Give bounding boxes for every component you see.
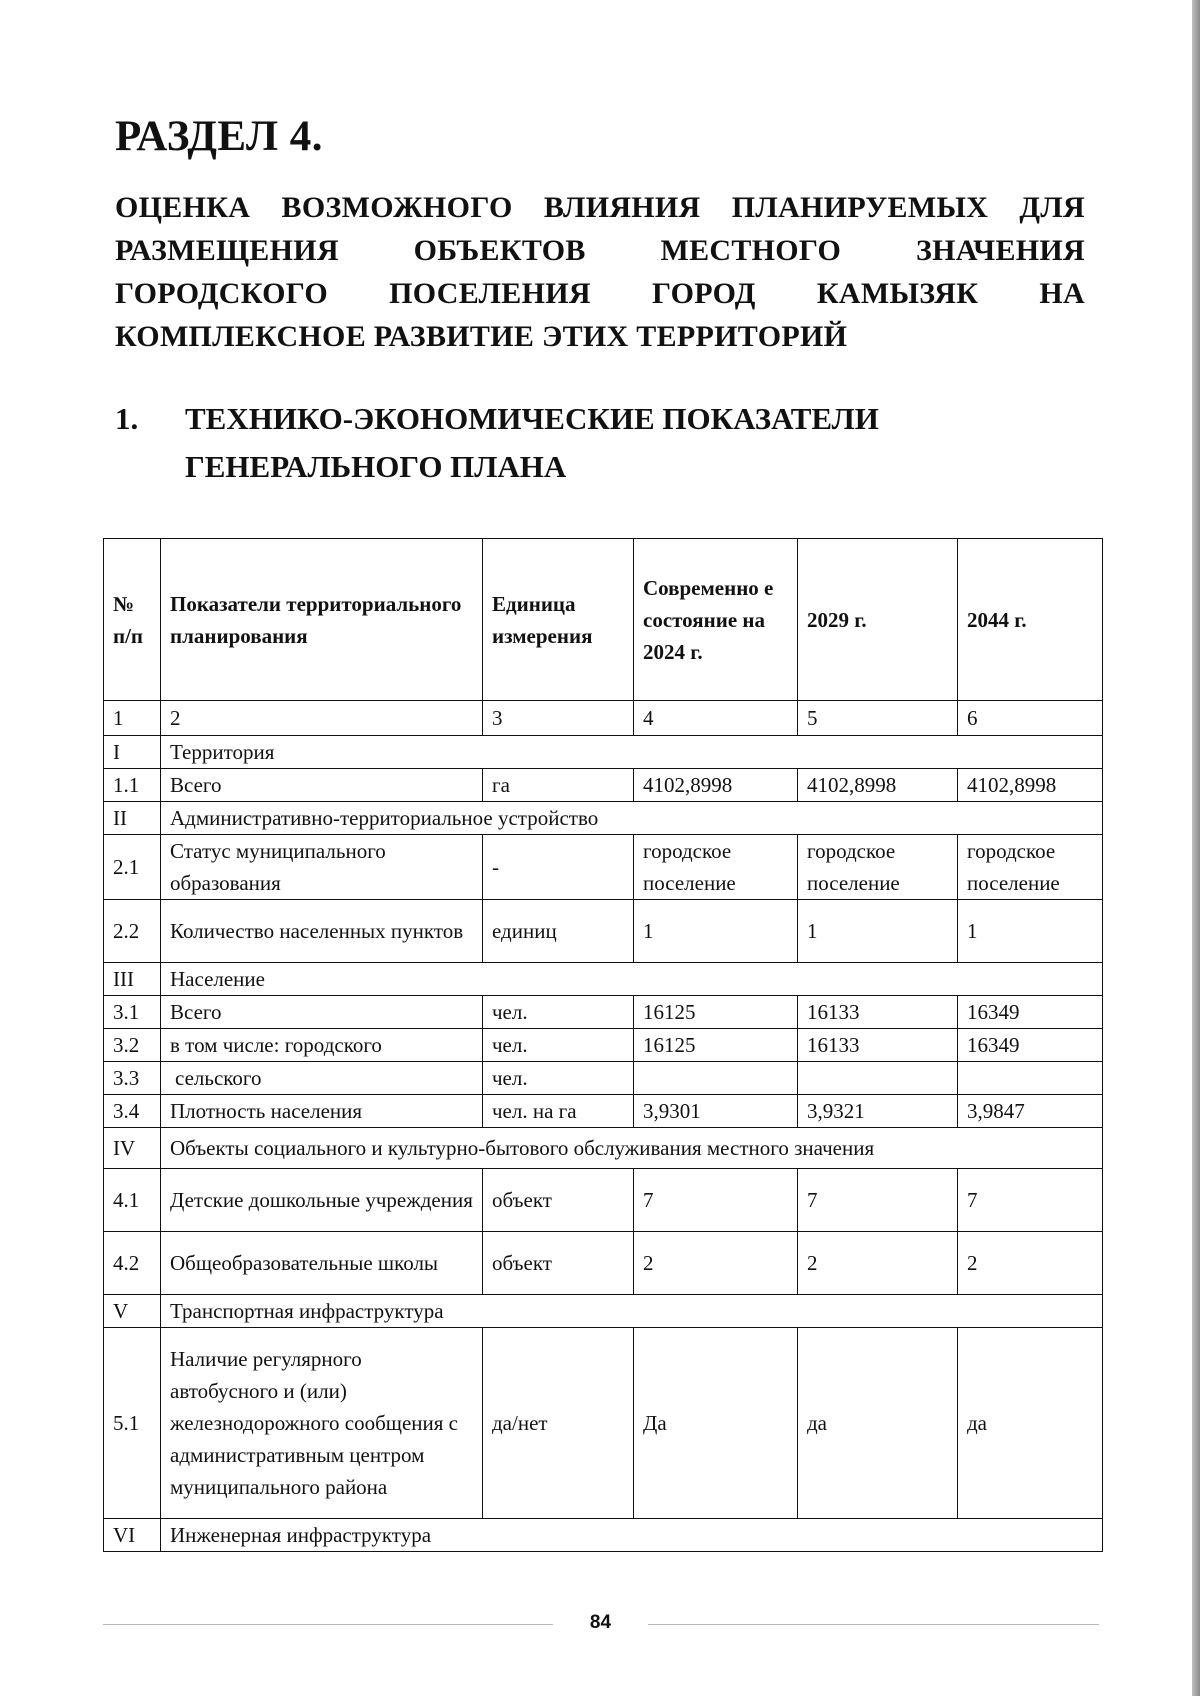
row-indicator: Детские дошкольные учреждения	[161, 1169, 483, 1232]
table-row	[104, 996, 1103, 1029]
row-value-2044: 7	[958, 1169, 1103, 1232]
chapter-title	[185, 395, 985, 491]
row-value-2044: 4102,8998	[958, 769, 1103, 802]
section-row	[104, 736, 1103, 769]
header-number-line2: п/п	[113, 623, 144, 648]
page-footer	[103, 1612, 1099, 1636]
row-value-2024: 7	[634, 1169, 798, 1232]
row-value-2044: 3,9847	[958, 1095, 1103, 1128]
row-indicator: Наличие регулярного автобусного и (или) железнодорожного сообщения с административным центром муниципального района	[161, 1328, 483, 1519]
row-number: 4.2	[104, 1232, 161, 1295]
row-value-2044: 2	[958, 1232, 1103, 1295]
row-value-2029: 3,9321	[798, 1095, 958, 1128]
row-value-2044	[958, 1062, 1103, 1095]
row-number: 2.1	[104, 835, 161, 900]
row-value-2044: 16349	[958, 996, 1103, 1029]
page-number: 84	[589, 1612, 612, 1633]
row-value-2029: 16133	[798, 996, 958, 1029]
section-title-cell: Транспортная инфраструктура	[161, 1295, 1103, 1328]
table-row	[104, 835, 1103, 900]
row-indicator: Статус муниципального образования	[161, 835, 483, 900]
header-2029: 2029 г.	[798, 539, 958, 701]
row-value-2024: 16125	[634, 1029, 798, 1062]
row-value-2029: 1	[798, 900, 958, 963]
row-unit: га	[483, 769, 634, 802]
section-number: VI	[104, 1519, 161, 1552]
section-number: III	[104, 963, 161, 996]
row-value-2024: Да	[634, 1328, 798, 1519]
row-number: 5.1	[104, 1328, 161, 1519]
page-edge-shadow	[1192, 0, 1200, 1696]
row-value-2024: 2	[634, 1232, 798, 1295]
section-number: I	[104, 736, 161, 769]
row-unit: чел.	[483, 996, 634, 1029]
header-current: Современно е состояние на 2024 г.	[634, 539, 798, 701]
section-title-cell: Территория	[161, 736, 1103, 769]
chapter-number: 1.	[115, 401, 139, 436]
header-indicator: Показатели территориального планирования	[161, 539, 483, 701]
header-unit: Единица измерения	[483, 539, 634, 701]
row-value-2024	[634, 1062, 798, 1095]
column-index: 2	[161, 701, 483, 736]
chapter-title-line2: ГЕНЕРАЛЬНОГО ПЛАНА	[185, 449, 567, 484]
section-number: IV	[104, 1128, 161, 1169]
row-number: 3.3	[104, 1062, 161, 1095]
table-row	[104, 1095, 1103, 1128]
row-value-2029: 2	[798, 1232, 958, 1295]
row-number: 4.1	[104, 1169, 161, 1232]
row-value-2029	[798, 1062, 958, 1095]
row-number: 2.2	[104, 900, 161, 963]
row-value-2024: 4102,8998	[634, 769, 798, 802]
table-row	[104, 1029, 1103, 1062]
row-indicator: в том числе: городского	[161, 1029, 483, 1062]
header-number	[104, 539, 161, 701]
row-unit: единиц	[483, 900, 634, 963]
column-index: 1	[104, 701, 161, 736]
table-row	[104, 1062, 1103, 1095]
row-value-2044: 16349	[958, 1029, 1103, 1062]
row-value-2044: городское поселение	[958, 835, 1103, 900]
column-index-row	[104, 701, 1103, 736]
table-header-row	[104, 539, 1103, 701]
section-subtitle: ОЦЕНКА ВОЗМОЖНОГО ВЛИЯНИЯ ПЛАНИРУЕМЫХ ДЛЯ РАЗМЕЩЕНИЯ ОБЪЕКТОВ МЕСТНОГО ЗНАЧЕНИЯ ГОРОДСКОГО ПОСЕЛЕНИЯ ГОРОД КАМЫЗЯК НА КОМПЛЕКСНОЕ РАЗВИТИЕ ЭТИХ ТЕРРИТОРИЙ	[115, 191, 1085, 353]
table-row	[104, 1232, 1103, 1295]
section-title-cell: Население	[161, 963, 1103, 996]
section-row	[104, 1128, 1103, 1169]
section-row	[104, 1295, 1103, 1328]
section-title-cell: Административно-территориальное устройство	[161, 802, 1103, 835]
section-row	[104, 802, 1103, 835]
row-unit: объект	[483, 1232, 634, 1295]
section-title-cell: Инженерная инфраструктура	[161, 1519, 1103, 1552]
footer-rule-right	[648, 1624, 1099, 1625]
row-indicator: Всего	[161, 996, 483, 1029]
row-indicator: сельского	[161, 1062, 483, 1095]
row-unit: объект	[483, 1169, 634, 1232]
table-row	[104, 1328, 1103, 1519]
row-number: 3.2	[104, 1029, 161, 1062]
header-number-line1: №	[113, 591, 135, 616]
row-value-2024: городское поселение	[634, 835, 798, 900]
row-unit: чел.	[483, 1029, 634, 1062]
row-number: 3.4	[104, 1095, 161, 1128]
row-unit: -	[483, 835, 634, 900]
row-value-2029: 4102,8998	[798, 769, 958, 802]
section-number: II	[104, 802, 161, 835]
row-value-2024: 3,9301	[634, 1095, 798, 1128]
footer-rule-left	[103, 1624, 553, 1625]
row-indicator: Плотность населения	[161, 1095, 483, 1128]
row-value-2024: 16125	[634, 996, 798, 1029]
chapter-title-line1: ТЕХНИКО-ЭКОНОМИЧЕСКИЕ ПОКАЗАТЕЛИ	[185, 401, 879, 436]
column-index: 5	[798, 701, 958, 736]
row-unit: чел.	[483, 1062, 634, 1095]
section-row	[104, 963, 1103, 996]
indicators-table	[103, 538, 1103, 1552]
row-unit: чел. на га	[483, 1095, 634, 1128]
header-2044: 2044 г.	[958, 539, 1103, 701]
row-value-2044: да	[958, 1328, 1103, 1519]
column-index: 3	[483, 701, 634, 736]
row-value-2029: городское поселение	[798, 835, 958, 900]
table-row	[104, 769, 1103, 802]
table-row	[104, 1169, 1103, 1232]
row-indicator: Всего	[161, 769, 483, 802]
row-value-2024: 1	[634, 900, 798, 963]
row-indicator: Количество населенных пунктов	[161, 900, 483, 963]
section-title-cell: Объекты социального и культурно-бытового обслуживания местного значения	[161, 1128, 1103, 1169]
row-unit: да/нет	[483, 1328, 634, 1519]
row-value-2029: 7	[798, 1169, 958, 1232]
column-index: 6	[958, 701, 1103, 736]
row-value-2029: да	[798, 1328, 958, 1519]
row-number: 3.1	[104, 996, 161, 1029]
row-number: 1.1	[104, 769, 161, 802]
column-index: 4	[634, 701, 798, 736]
section-row	[104, 1519, 1103, 1552]
row-indicator: Общеобразовательные школы	[161, 1232, 483, 1295]
row-value-2029: 16133	[798, 1029, 958, 1062]
row-value-2044: 1	[958, 900, 1103, 963]
table-row	[104, 900, 1103, 963]
section-number: V	[104, 1295, 161, 1328]
section-title: РАЗДЕЛ 4.	[115, 113, 324, 160]
